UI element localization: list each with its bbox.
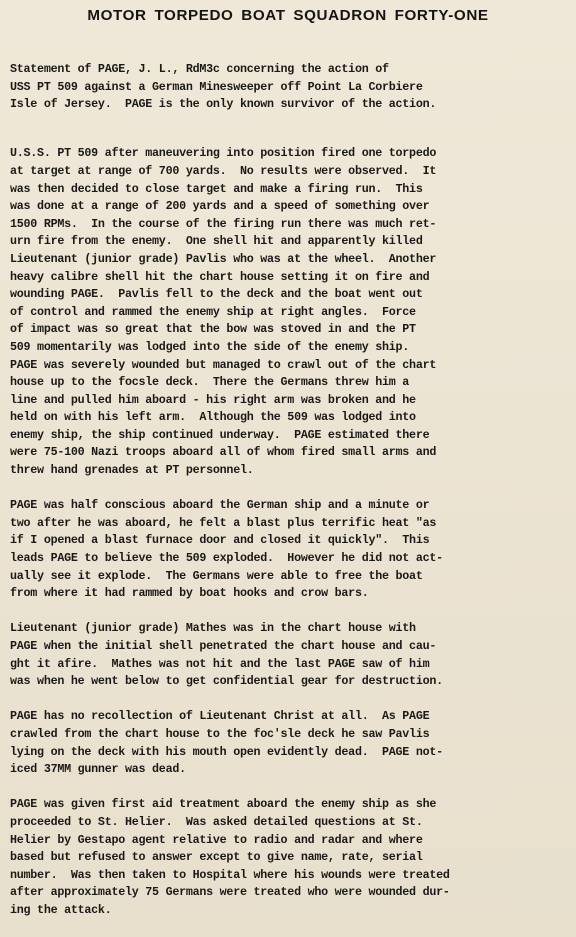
text-line: lying on the deck with his mouth open evidently dead. PAGE not- [10, 744, 443, 759]
text-line: ing the attack. [10, 902, 112, 917]
text-line: were 75-100 Nazi troops aboard all of whom fired small arms and [10, 445, 437, 460]
text-line: PAGE was half conscious aboard the German ship and a minute or [10, 498, 430, 513]
text-line: iced 37MM gunner was dead. [10, 762, 186, 777]
text-line: crawled from the chart house to the foc'sle deck he saw Pavlis [10, 726, 430, 741]
paragraph-statement [10, 61, 576, 114]
text-line: 1500 RPMs. In the course of the firing run there was much ret- [10, 216, 437, 231]
text-line: held on with his left arm. Although the 509 was lodged into [10, 410, 416, 425]
text-line: PAGE has no recollection of Lieutenant Christ at all. As PAGE [10, 709, 430, 724]
text-line: Lieutenant (junior grade) Mathes was in the chart house with [10, 621, 416, 636]
text-line: line and pulled him aboard - his right arm was broken and he [10, 392, 416, 407]
text-line: U.S.S. PT 509 after maneuvering into position fired one torpedo [10, 146, 437, 161]
text-line: ght it afire. Mathes was not hit and the last PAGE saw of him [10, 656, 430, 671]
paragraph-gap [10, 114, 576, 132]
text-line: Isle of Jersey. PAGE is the only known survivor of the action. [10, 97, 437, 112]
text-line: 509 momentarily was lodged into the side of the enemy ship. [10, 339, 410, 354]
text-line: PAGE when the initial shell penetrated the chart house and cau- [10, 639, 437, 653]
text-line: was done at a range of 200 yards and a speed of something over [10, 199, 430, 214]
text-line: wounding PAGE. Pavlis fell to the deck and the boat went out [10, 287, 423, 302]
paragraph-christ [10, 708, 576, 778]
text-line: urn fire from the enemy. One shell hit and apparently killed [10, 234, 423, 249]
paragraph-mathes [10, 620, 576, 690]
paragraph-gap [10, 480, 576, 498]
text-line: was when he went below to get confidential gear for destruction. [10, 674, 443, 689]
text-line: Lieutenant (junior grade) Pavlis who was at the wheel. Another [10, 251, 437, 266]
text-line: two after he was aboard, he felt a blast plus terrific heat "as [10, 515, 437, 530]
text-line: PAGE was severely wounded but managed to crawl out of the chart [10, 357, 437, 372]
text-line: if I opened a blast furnace door and closed it quickly". This [10, 533, 430, 548]
text-line: at target at range of 700 yards. No results were observed. It [10, 163, 437, 178]
document-header: MOTOR TORPEDO BOAT SQUADRON FORTY-ONE [87, 7, 489, 24]
text-line: house up to the focsle deck. There the Germans threw him a [10, 375, 410, 390]
paragraph-gap [10, 691, 576, 709]
text-line: heavy calibre shell hit the chart house setting it on fire and [10, 269, 430, 284]
text-line: from where it had rammed by boat hooks and crow bars. [10, 586, 369, 601]
text-line: of impact was so great that the bow was stoved in and the PT [10, 322, 416, 337]
paragraph-gap [10, 603, 576, 621]
paragraph-gap [10, 131, 576, 145]
text-line: ually see it explode. The Germans were able to free the boat [10, 568, 423, 583]
text-line: Helier by Gestapo agent relative to radio and radar and where [10, 832, 423, 847]
paragraph-explosion [10, 497, 576, 603]
text-line: PAGE was given first aid treatment aboard the enemy ship as she [10, 797, 437, 812]
text-line: threw hand grenades at PT personnel. [10, 463, 254, 478]
paragraph-action [10, 145, 576, 479]
text-line: after approximately 75 Germans were treated who were wounded dur- [10, 885, 450, 900]
text-line: enemy ship, the ship continued underway. PAGE estimated there [10, 427, 430, 442]
text-line: leads PAGE to believe the 509 exploded. However he did not act- [10, 551, 443, 566]
text-line: of control and rammed the enemy ship at right angles. Force [10, 304, 416, 319]
document-body [10, 61, 576, 920]
text-line: based but refused to answer except to give name, rate, serial [10, 850, 423, 865]
text-line: number. Was then taken to Hospital where his wounds were treated [10, 867, 450, 882]
text-line: proceeded to St. Helier. Was asked detailed questions at St. [10, 814, 423, 829]
paragraph-gap [10, 779, 576, 797]
text-line: was then decided to close target and make a firing run. This [10, 181, 423, 196]
paragraph-treatment [10, 796, 576, 919]
text-line: Statement of PAGE, J. L., RdM3c concerning the action of [10, 62, 389, 76]
text-line: USS PT 509 against a German Minesweeper off Point La Corbiere [10, 79, 423, 94]
